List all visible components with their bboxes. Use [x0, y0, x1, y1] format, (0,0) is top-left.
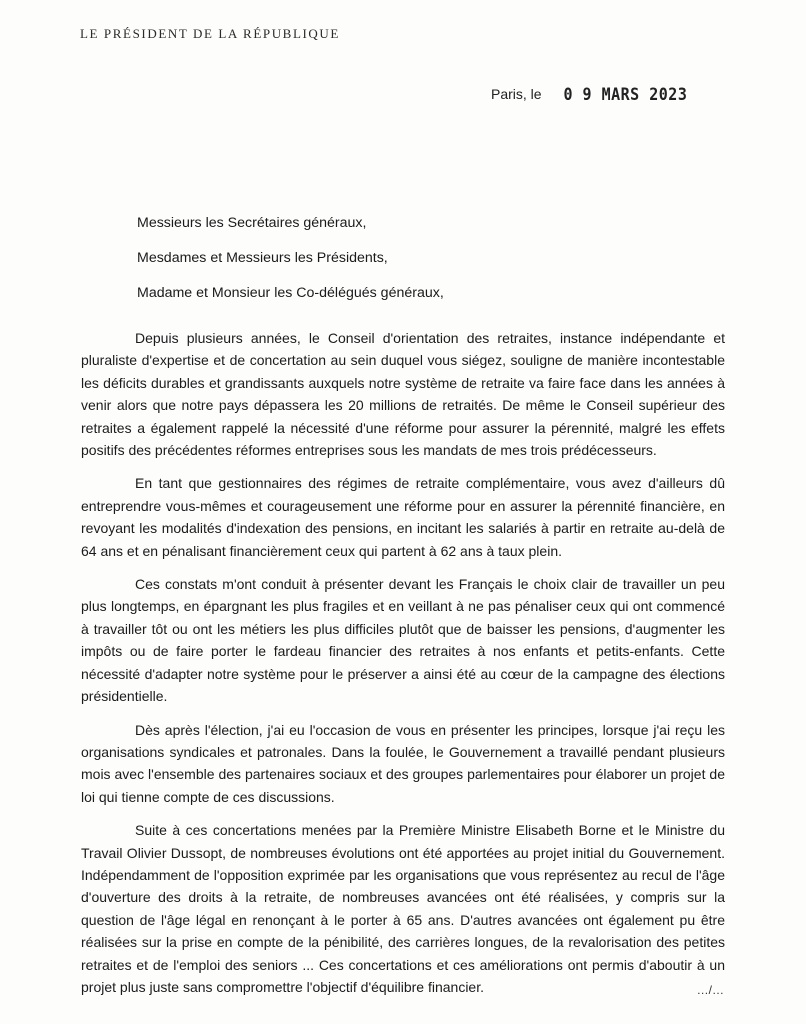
body-paragraph: Depuis plusieurs années, le Conseil d'orientation des retraites, instance indépendante et pluraliste d'expertise et de concertation au sein duquel vous siégez, souligne de manière incontestable les déficits durables et grandissants auxquels notre système de retraite va faire face dans les années à venir alors que notre pays dépassera les 20 millions de retraités. De même le Conseil supérieur des retraites a également rappelé la nécessité d'une réforme pour assurer la pérennité, malgré les effets positifs des précédentes réformes entreprises sous les mandats de mes trois prédécesseurs. — [81, 330, 725, 459]
salutation-line: Messieurs les Secrétaires généraux, — [137, 215, 367, 231]
continued-marker: …/… — [696, 983, 724, 997]
letterhead-title: LE PRÉSIDENT DE LA RÉPUBLIQUE — [80, 26, 340, 41]
body-paragraph: Suite à ces concertations menées par la Première Ministre Elisabeth Borne et le Ministre du Travail Olivier Dussopt, de nombreuses évolutions ont été apportées au projet initial du Gouvernement. Indépendamment de l'opposition exprimée par les organisations que vous représentez au recul de l'âge d'ouverture des droits à la retraite, de nombreuses avancées ont été réalisées, y compris sur la question de l'âge légal en renonçant à le porter à 65 ans. D'autres avancées ont également pu être réalisées sur la prise en compte de la pénibilité, des carrières longues, de la revalorisation des petites retraites et de l'emploi des seniors ... Ces concertations et ces améliorations ont permis d'aboutir à un projet plus juste sans compromettre l'objectif d'équilibre financier. — [81, 822, 725, 995]
letter-body — [81, 327, 725, 1009]
dateline-place: Paris, le — [491, 86, 542, 102]
dateline — [491, 85, 687, 103]
salutation-line: Madame et Monsieur les Co-délégués généraux, — [137, 285, 444, 301]
body-paragraph: En tant que gestionnaires des régimes de retraite complémentaire, vous avez d'ailleurs dû entreprendre vous-mêmes et courageusement une réforme pour en assurer la pérennité financière, en revoyant les modalités d'indexation des pensions, en incitant les salariés à partir en retraite au-delà de 64 ans et en pénalisant financièrement ceux qui partent à 62 ans à taux plein. — [81, 475, 725, 559]
body-paragraph: Ces constats m'ont conduit à présenter devant les Français le choix clair de travailler un peu plus longtemps, en épargnant les plus fragiles et en veillant à ne pas pénaliser ceux qui ont commencé à travailler tôt ou ont les métiers les plus difficiles plutôt que de baisser les pensions, d'augmenter les impôts ou de faire porter le fardeau financier des retraites à nos enfants et petits-enfants. Cette nécessité d'adapter notre système pour le préserver a ainsi été au cœur de la campagne des élections présidentielle. — [81, 576, 725, 705]
date-stamp: 0 9 MARS 2023 — [563, 83, 688, 105]
salutation-line: Mesdames et Messieurs les Présidents, — [137, 250, 388, 266]
salutations — [137, 206, 444, 311]
body-paragraph: Dès après l'élection, j'ai eu l'occasion de vous en présenter les principes, lorsque j'ai reçu les organisations syndicales et patronales. Dans la foulée, le Gouvernement a travaillé pendant plusieurs mois avec l'ensemble des partenaires sociaux et des groupes parlementaires pour élaborer un projet de loi qui tienne compte de ces discussions. — [81, 721, 725, 805]
